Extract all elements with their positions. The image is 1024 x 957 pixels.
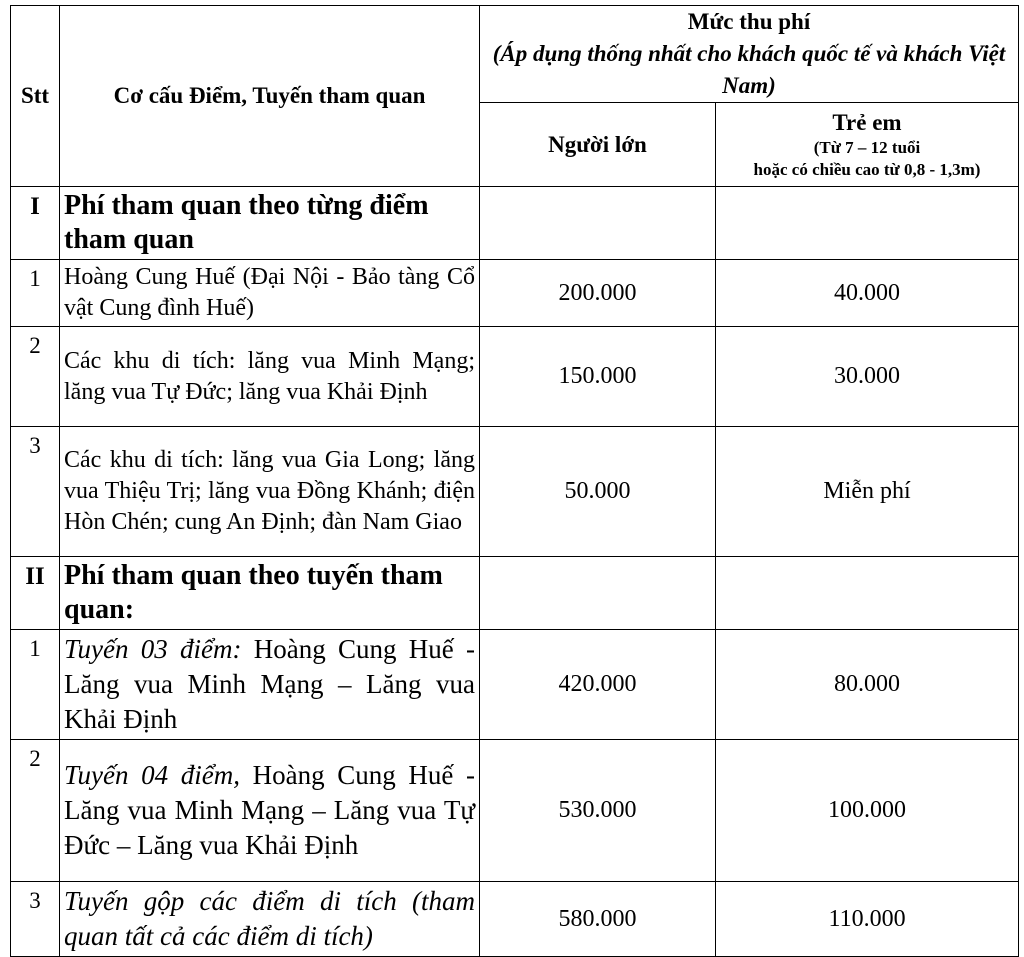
header-child xyxy=(716,103,1019,187)
table-row xyxy=(11,427,1019,557)
row-stt: 3 xyxy=(11,427,60,557)
empty-cell xyxy=(480,187,716,260)
empty-cell xyxy=(716,557,1019,630)
route-label: Tuyến gộp các điểm di tích (tham quan tất cả các điểm di tích) xyxy=(64,886,475,951)
row-desc xyxy=(60,882,480,957)
route-desc: Hoàng Cung Huế - Lăng vua Minh Mạng – Lăng vua Tự Đức – Lăng vua Khải Định xyxy=(64,760,475,860)
row-adult-fee: 150.000 xyxy=(480,327,716,427)
row-adult-fee: 50.000 xyxy=(480,427,716,557)
table-row xyxy=(11,260,1019,327)
row-desc xyxy=(60,740,480,882)
section-row xyxy=(11,557,1019,630)
child-label: Trẻ em xyxy=(832,109,902,135)
row-child-fee: 80.000 xyxy=(716,630,1019,740)
route-desc: Hoàng Cung Huế - Lăng vua Minh Mạng – Lăng vua Khải Định xyxy=(64,634,475,734)
row-stt: 1 xyxy=(11,630,60,740)
row-desc: Các khu di tích: lăng vua Minh Mạng; lăng vua Tự Đức; lăng vua Khải Định xyxy=(60,327,480,427)
row-stt: 2 xyxy=(11,327,60,427)
row-desc xyxy=(60,630,480,740)
header-structure: Cơ cấu Điểm, Tuyến tham quan xyxy=(60,6,480,187)
table-row xyxy=(11,327,1019,427)
empty-cell xyxy=(480,557,716,630)
route-label: Tuyến 03 điểm: xyxy=(64,634,242,664)
section-stt: II xyxy=(11,557,60,630)
header-fee xyxy=(480,6,1019,103)
row-desc: Hoàng Cung Huế (Đại Nội - Bảo tàng Cổ vật Cung đình Huế) xyxy=(60,260,480,327)
row-adult-fee: 530.000 xyxy=(480,740,716,882)
row-child-fee: 40.000 xyxy=(716,260,1019,327)
section-title: Phí tham quan theo tuyến tham quan: xyxy=(60,557,480,630)
fee-subtitle: (Áp dụng thống nhất cho khách quốc tế và khách Việt Nam) xyxy=(492,41,1006,98)
row-child-fee: 30.000 xyxy=(716,327,1019,427)
table-row xyxy=(11,882,1019,957)
child-note-height: hoặc có chiều cao từ 0,8 - 1,3m) xyxy=(753,159,981,179)
header-adult: Người lớn xyxy=(480,103,716,187)
header-stt: Stt xyxy=(11,6,60,187)
row-stt: 3 xyxy=(11,882,60,957)
table-row xyxy=(11,630,1019,740)
empty-cell xyxy=(716,187,1019,260)
fee-title: Mức thu phí xyxy=(687,9,811,34)
fee-table xyxy=(10,5,1019,957)
row-stt: 2 xyxy=(11,740,60,882)
row-child-fee: 100.000 xyxy=(716,740,1019,882)
row-child-fee: 110.000 xyxy=(716,882,1019,957)
section-title: Phí tham quan theo từng điểm tham quan xyxy=(60,187,480,260)
section-row xyxy=(11,187,1019,260)
child-note-age: (Từ 7 – 12 tuổi xyxy=(813,137,921,157)
row-adult-fee: 420.000 xyxy=(480,630,716,740)
row-adult-fee: 200.000 xyxy=(480,260,716,327)
row-stt: 1 xyxy=(11,260,60,327)
row-child-fee: Miễn phí xyxy=(716,427,1019,557)
route-label: Tuyến 04 điểm, xyxy=(64,760,240,790)
row-adult-fee: 580.000 xyxy=(480,882,716,957)
row-desc: Các khu di tích: lăng vua Gia Long; lăng vua Thiệu Trị; lăng vua Đồng Khánh; điện Hòn Chén; cung An Định; đàn Nam Giao xyxy=(60,427,480,557)
table-row xyxy=(11,740,1019,882)
section-stt: I xyxy=(11,187,60,260)
